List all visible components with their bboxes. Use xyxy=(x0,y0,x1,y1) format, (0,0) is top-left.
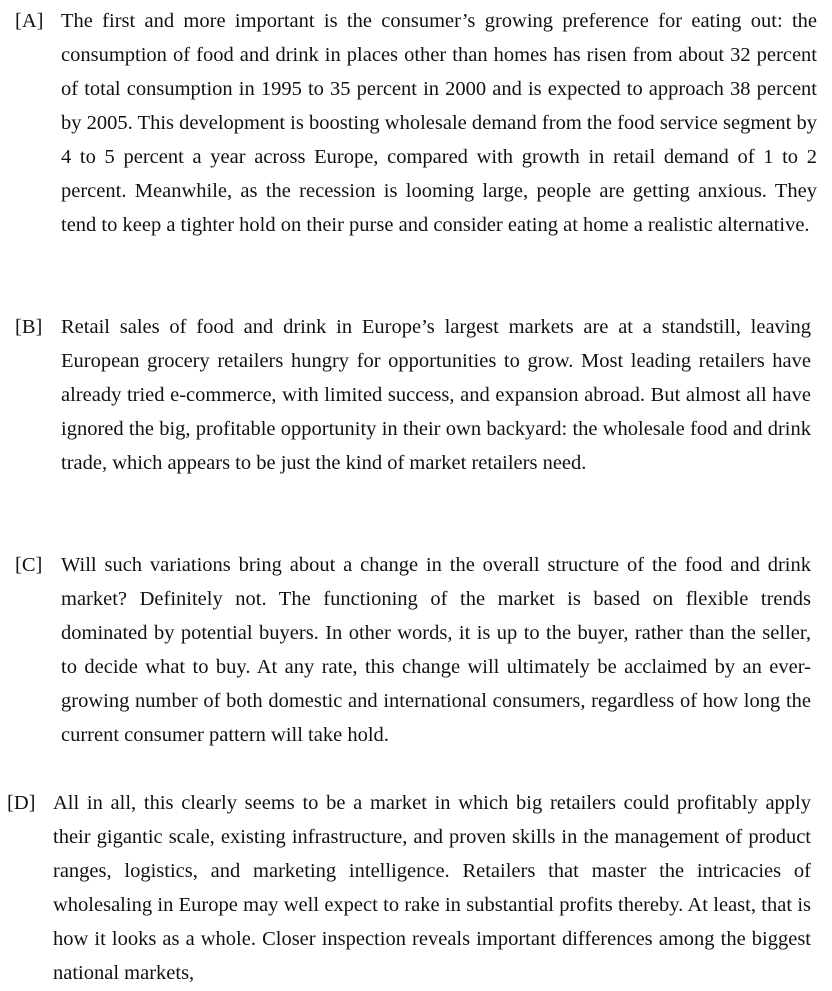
paragraph-label: [D] xyxy=(7,792,36,814)
paragraph-label: [C] xyxy=(15,554,43,576)
paragraph-text: Retail sales of food and drink in Europe’s largest markets are at a standstill, leaving European grocery retailers hungry for opportunities to grow. Most leading retailers have already tried e-commerce, with limited success, and expansion abroad. But almost all have ignored the big, profitable opportunity in their own backyard: the wholesale food and drink trade, which appears to be just the kind of market retailers need. xyxy=(61,316,811,474)
paragraph-b xyxy=(15,310,811,480)
paragraph-text: The first and more important is the consumer’s growing preference for eating out: the consumption of food and drink in places other than homes has risen from about 32 percent of total consumption in 1995 to 35 percent in 2000 and is expected to approach 38 percent by 2005. This development is boosting wholesale demand from the food service segment by 4 to 5 percent a year across Europe, compared with growth in retail demand of 1 to 2 percent. Meanwhile, as the recession is looming large, people are getting anxious. They tend to keep a tighter hold on their purse and consider eating at home a realistic alternative. xyxy=(61,10,817,236)
paragraph-a xyxy=(15,4,817,242)
paragraph-text: Will such variations bring about a change in the overall structure of the food and drink market? Definitely not. The functioning of the market is based on flexible trends dominated by potential buyers. In other words, it is up to the buyer, rather than the seller, to decide what to buy. At any rate, this change will ultimately be acclaimed by an ever-growing number of both domestic and international consumers, regardless of how long the current consumer pattern will take hold. xyxy=(61,554,811,746)
paragraph-label: [A] xyxy=(15,10,44,32)
paragraph-c xyxy=(15,548,811,752)
paragraph-label: [B] xyxy=(15,316,43,338)
paragraph-text: All in all, this clearly seems to be a market in which big retailers could profitably apply their gigantic scale, existing infrastructure, and proven skills in the management of product ranges, logistics, and marketing intelligence. Retailers that master the intricacies of wholesaling in Europe may well expect to rake in substantial profits thereby. At least, that is how it looks as a whole. Closer inspection reveals important differences among the biggest national markets, xyxy=(53,792,811,984)
paragraph-d xyxy=(7,786,811,990)
